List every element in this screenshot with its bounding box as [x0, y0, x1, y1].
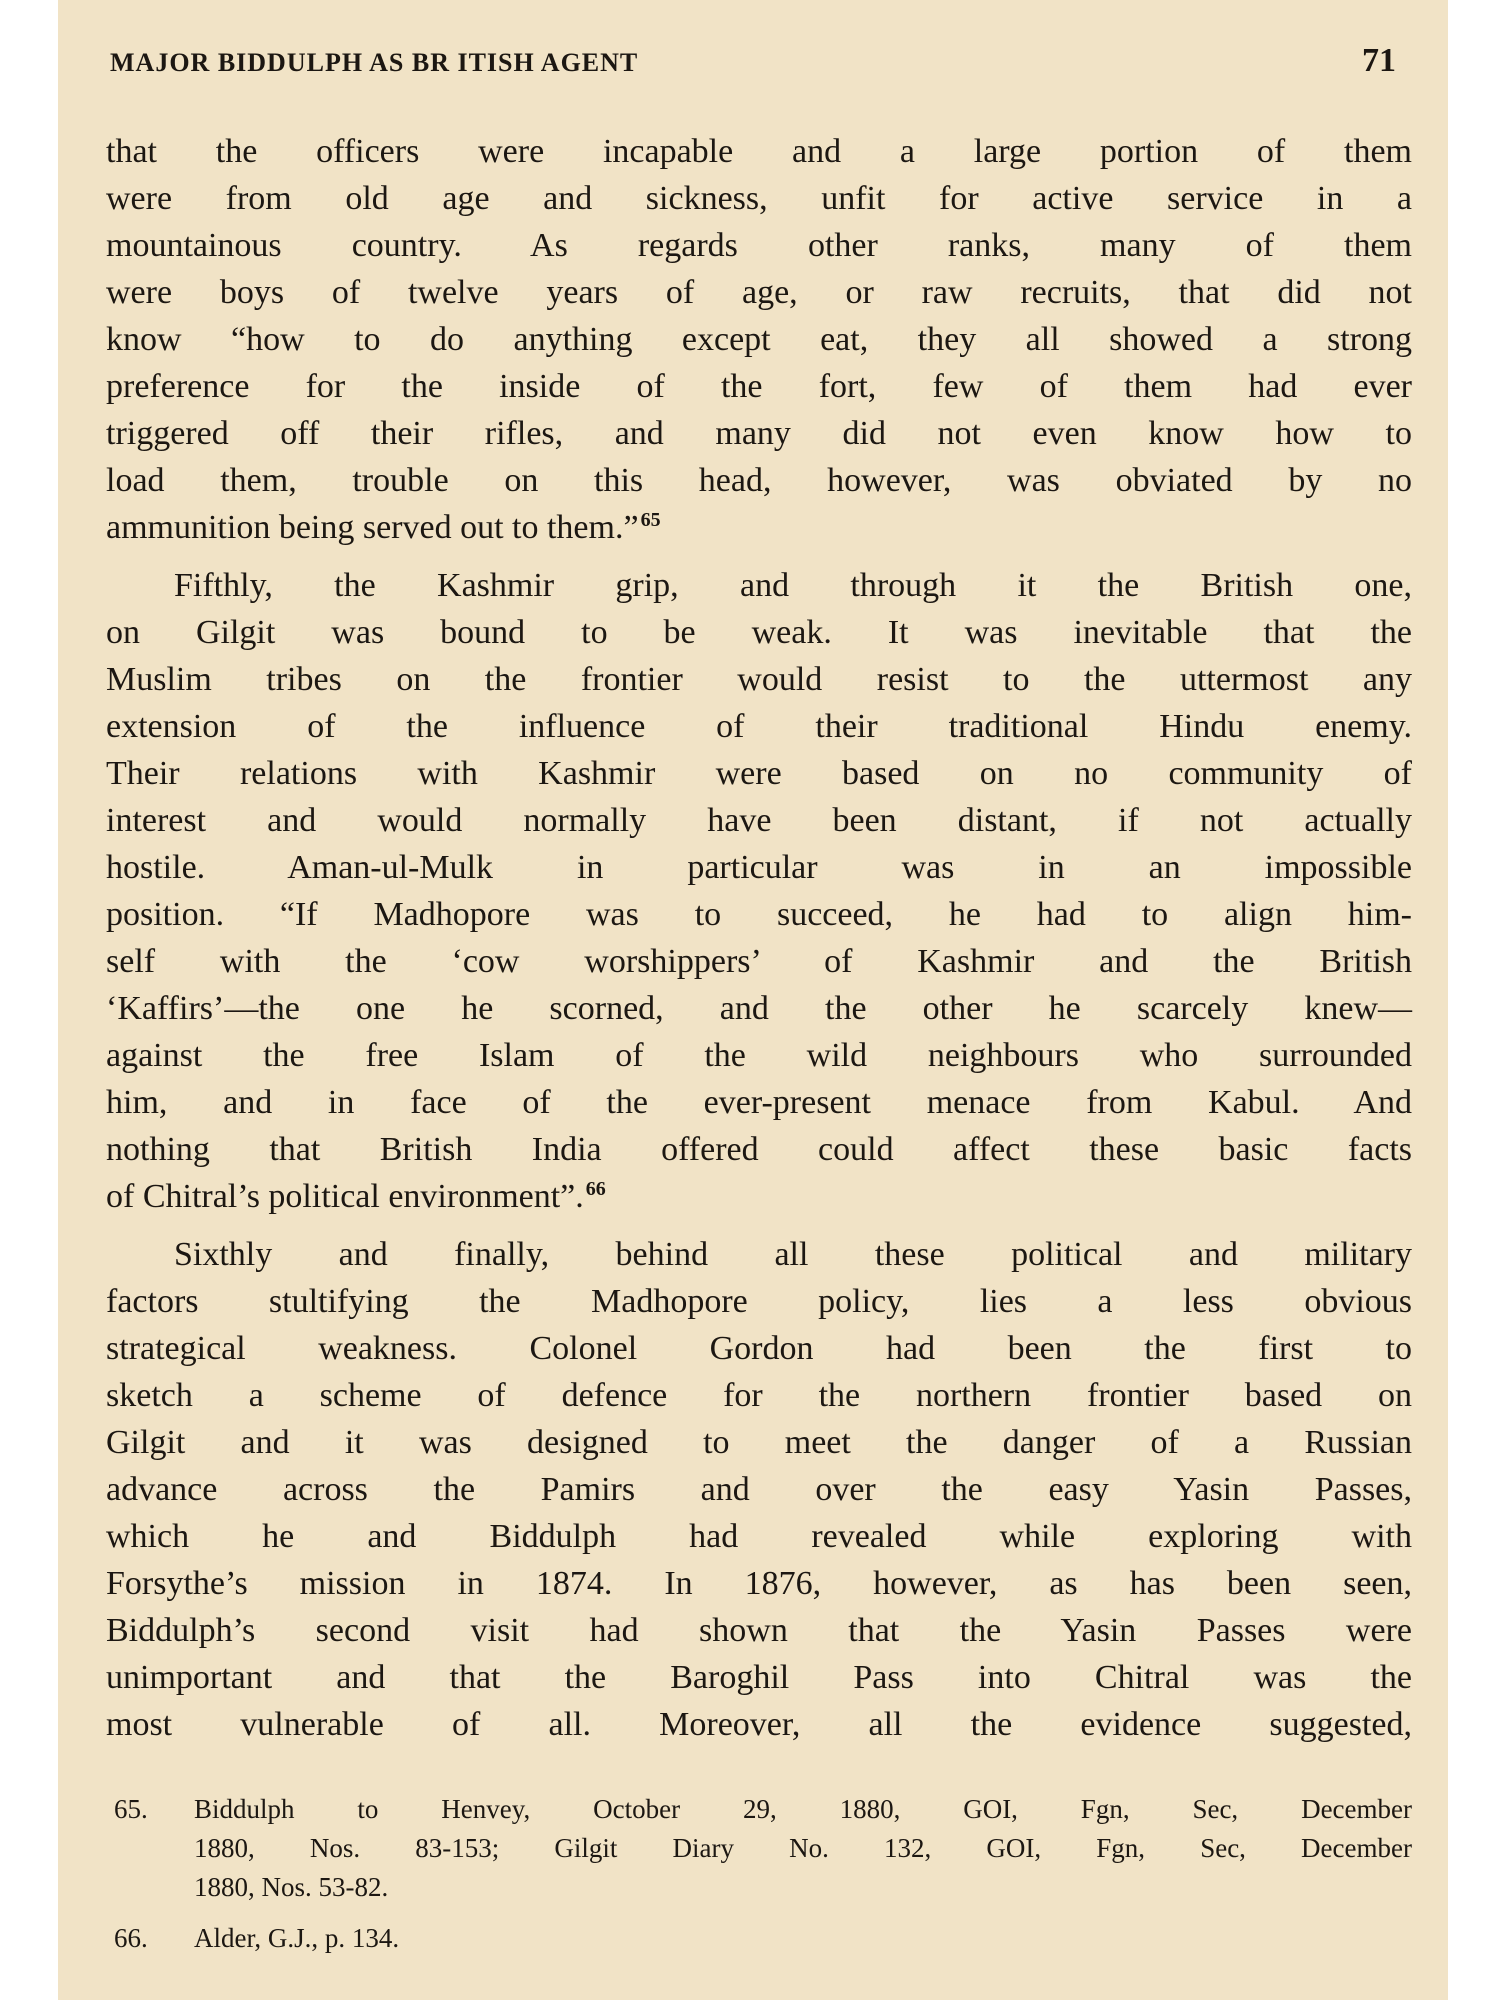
footnote-line: Biddulph to Henvey, October 29, 1880, GOI, Fgn, Sec, December: [194, 1794, 1412, 1824]
footnote-66: [114, 1919, 1412, 1958]
text-line: Gilgit and it was designed to meet the danger of a Russian: [106, 1424, 1412, 1461]
text-line: self with the ‘cow worshippers’ of Kashmir and the British: [106, 943, 1412, 980]
footnote-ref-66[interactable]: 66: [585, 1177, 606, 1200]
running-head-title: MAJOR BIDDULPH AS BR ITISH AGENT: [110, 48, 639, 77]
text-line: extension of the influence of their traditional Hindu enemy.: [106, 708, 1412, 745]
text-line: were boys of twelve years of age, or raw recruits, that did not: [106, 274, 1412, 311]
page-number: 71: [1362, 42, 1396, 79]
text-line: Fifthly, the Kashmir grip, and through it the British one,: [174, 567, 1412, 604]
paragraph-quote-continuation: [106, 128, 1412, 551]
text-line-content: ammunition being served out to them.”: [106, 509, 639, 546]
body-text: [106, 128, 1412, 1759]
text-line: most vulnerable of all. Moreover, all the evidence suggested,: [106, 1706, 1412, 1743]
text-line: ‘Kaffirs’—the one he scorned, and the other he scarcely knew—: [106, 990, 1412, 1027]
footnotes: [114, 1790, 1412, 1970]
paragraph-fifthly: [106, 562, 1412, 1220]
text-line: factors stultifying the Madhopore policy, lies a less obvious: [106, 1283, 1412, 1320]
text-line: mountainous country. As regards other ranks, many of them: [106, 227, 1412, 264]
text-line: which he and Biddulph had revealed while exploring with: [106, 1518, 1412, 1555]
book-page: [58, 0, 1448, 2000]
text-line: position. “If Madhopore was to succeed, he had to align him-: [106, 896, 1412, 933]
text-line: triggered off their rifles, and many did not even know how to: [106, 415, 1412, 452]
footnote-number: 65.: [114, 1794, 148, 1824]
text-line: him, and in face of the ever-present menace from Kabul. And: [106, 1084, 1412, 1121]
text-line: Muslim tribes on the frontier would resist to the uttermost any: [106, 661, 1412, 698]
text-line: sketch a scheme of defence for the northern frontier based on: [106, 1377, 1412, 1414]
footnote-65: [114, 1790, 1412, 1907]
text-line: nothing that British India offered could affect these basic facts: [106, 1131, 1412, 1168]
footnote-line: Alder, G.J., p. 134.: [194, 1923, 400, 1953]
footnote-line: 1880, Nos. 53-82.: [194, 1872, 389, 1902]
text-line-last: [106, 504, 1412, 551]
text-line: that the officers were incapable and a large portion of them: [106, 133, 1412, 170]
text-line-content: of Chitral’s political environment”.: [106, 1178, 584, 1215]
text-line: strategical weakness. Colonel Gordon had been the first to: [106, 1330, 1412, 1367]
text-line: load them, trouble on this head, however, was obviated by no: [106, 462, 1412, 499]
running-head: [110, 42, 1400, 82]
text-line: hostile. Aman-ul-Mulk in particular was in an impossible: [106, 849, 1412, 886]
text-line-last: [106, 1173, 1412, 1220]
text-line: on Gilgit was bound to be weak. It was inevitable that the: [106, 614, 1412, 651]
text-line: unimportant and that the Baroghil Pass into Chitral was the: [106, 1659, 1412, 1696]
footnote-number: 66.: [114, 1923, 148, 1953]
paragraph-sixthly: [106, 1231, 1412, 1748]
footnote-ref-65[interactable]: 65: [640, 508, 661, 531]
text-line: Biddulph’s second visit had shown that the Yasin Passes were: [106, 1612, 1412, 1649]
text-line: Sixthly and finally, behind all these political and military: [174, 1236, 1412, 1273]
text-line: know “how to do anything except eat, they all showed a strong: [106, 321, 1412, 358]
footnote-line: 1880, Nos. 83-153; Gilgit Diary No. 132, GOI, Fgn, Sec, December: [194, 1833, 1412, 1863]
text-line: were from old age and sickness, unfit for active service in a: [106, 180, 1412, 217]
text-line: interest and would normally have been distant, if not actually: [106, 802, 1412, 839]
text-line: Forsythe’s mission in 1874. In 1876, however, as has been seen,: [106, 1565, 1412, 1602]
text-line: against the free Islam of the wild neighbours who surrounded: [106, 1037, 1412, 1074]
text-line: Their relations with Kashmir were based on no community of: [106, 755, 1412, 792]
text-line: advance across the Pamirs and over the easy Yasin Passes,: [106, 1471, 1412, 1508]
text-line: preference for the inside of the fort, few of them had ever: [106, 368, 1412, 405]
